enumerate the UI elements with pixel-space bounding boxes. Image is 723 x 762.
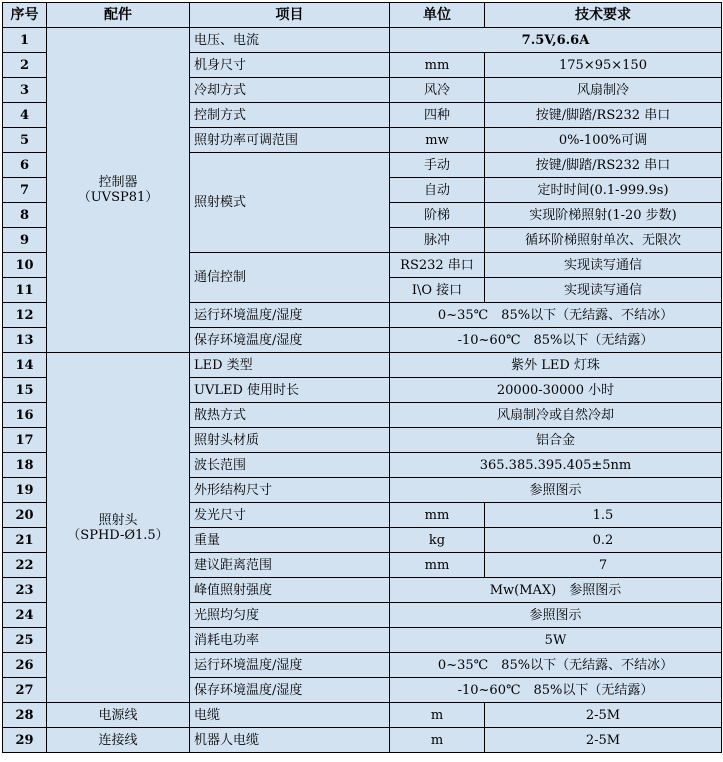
row-item: 保存环境温度/湿度 <box>190 678 390 703</box>
header-unit: 单位 <box>390 3 485 28</box>
row-unit: 脉冲 <box>390 228 485 253</box>
row-no: 12 <box>3 303 47 328</box>
row-item: 机身尺寸 <box>190 53 390 78</box>
row-item: 照射功率可调范围 <box>190 128 390 153</box>
header-row <box>3 3 722 28</box>
row-unit: mm <box>390 53 485 78</box>
row-req: 实现阶梯照射(1-20 步数) <box>485 203 722 228</box>
row-item: 散热方式 <box>190 403 390 428</box>
row-req: -10~60℃ 85%以下（无结露） <box>390 328 722 353</box>
row-no: 21 <box>3 528 47 553</box>
row-req: 0~35℃ 85%以下（无结露、不结冰） <box>390 653 722 678</box>
row-no: 29 <box>3 728 47 753</box>
row-item: 机器人电缆 <box>190 728 390 753</box>
row-item: 控制方式 <box>190 103 390 128</box>
row-item: UVLED 使用时长 <box>190 378 390 403</box>
row-unit: 自动 <box>390 178 485 203</box>
header-no: 序号 <box>3 3 47 28</box>
table-row <box>3 728 722 753</box>
row-item: LED 类型 <box>190 353 390 378</box>
row-req: 铝合金 <box>390 428 722 453</box>
part-head <box>47 353 190 703</box>
part-head-name: 照射头 <box>98 512 138 528</box>
row-no: 16 <box>3 403 47 428</box>
row-no: 4 <box>3 103 47 128</box>
row-item: 光照均匀度 <box>190 603 390 628</box>
row-unit: 阶梯 <box>390 203 485 228</box>
row-no: 22 <box>3 553 47 578</box>
header-req: 技术要求 <box>485 3 722 28</box>
row-req: 参照图示 <box>390 603 722 628</box>
row-req: 实现读写通信 <box>485 253 722 278</box>
row-no: 5 <box>3 128 47 153</box>
row-req: 0.2 <box>485 528 722 553</box>
row-req: 风扇制冷或自然冷却 <box>390 403 722 428</box>
row-item: 通信控制 <box>190 253 390 303</box>
row-req: 按键/脚踏/RS232 串口 <box>485 153 722 178</box>
row-req: 2-5M <box>485 703 722 728</box>
part-head-model: （SPHD-Ø1.5） <box>67 527 169 543</box>
row-req: 365.385.395.405±5nm <box>390 453 722 478</box>
row-req: 5W <box>390 628 722 653</box>
row-item: 冷却方式 <box>190 78 390 103</box>
part-controller <box>47 28 190 353</box>
row-unit: 手动 <box>390 153 485 178</box>
row-unit: m <box>390 703 485 728</box>
row-item: 运行环境温度/湿度 <box>190 653 390 678</box>
row-req: Mw(MAX) 参照图示 <box>390 578 722 603</box>
row-no: 6 <box>3 153 47 178</box>
row-req: 实现读写通信 <box>485 278 722 303</box>
row-unit: 风冷 <box>390 78 485 103</box>
row-no: 18 <box>3 453 47 478</box>
row-no: 8 <box>3 203 47 228</box>
row-unit: RS232 串口 <box>390 253 485 278</box>
part-controller-name: 控制器 <box>98 175 138 190</box>
row-no: 13 <box>3 328 47 353</box>
row-req: 2-5M <box>485 728 722 753</box>
row-unit: m <box>390 728 485 753</box>
spec-table <box>2 2 722 753</box>
row-unit: 四种 <box>390 103 485 128</box>
row-item: 保存环境温度/湿度 <box>190 328 390 353</box>
row-item: 电缆 <box>190 703 390 728</box>
row-no: 10 <box>3 253 47 278</box>
row-unit: kg <box>390 528 485 553</box>
part-power-cable: 电源线 <box>47 703 190 728</box>
table-row <box>3 28 722 53</box>
row-no: 9 <box>3 228 47 253</box>
row-req: 175×95×150 <box>485 53 722 78</box>
row-no: 7 <box>3 178 47 203</box>
table-row <box>3 703 722 728</box>
row-no: 25 <box>3 628 47 653</box>
row-item: 消耗电功率 <box>190 628 390 653</box>
row-no: 27 <box>3 678 47 703</box>
row-req: 定时时间(0.1-999.9s) <box>485 178 722 203</box>
row-no: 26 <box>3 653 47 678</box>
row-req: 风扇制冷 <box>485 78 722 103</box>
row-req: 7 <box>485 553 722 578</box>
row-item: 外形结构尺寸 <box>190 478 390 503</box>
row-req: 1.5 <box>485 503 722 528</box>
row-no: 23 <box>3 578 47 603</box>
row-req: 参照图示 <box>390 478 722 503</box>
row-unit: mw <box>390 128 485 153</box>
row-unit: mm <box>390 503 485 528</box>
part-controller-model: （UVSP81） <box>77 190 159 205</box>
row-item: 建议距离范围 <box>190 553 390 578</box>
row-req: -10~60℃ 85%以下（无结露） <box>390 678 722 703</box>
row-item: 发光尺寸 <box>190 503 390 528</box>
row-no: 20 <box>3 503 47 528</box>
row-req: 20000-30000 小时 <box>390 378 722 403</box>
row-no: 19 <box>3 478 47 503</box>
row-unit: I\O 接口 <box>390 278 485 303</box>
row-no: 2 <box>3 53 47 78</box>
row-item: 运行环境温度/湿度 <box>190 303 390 328</box>
row-req: 0~35℃ 85%以下（无结露、不结冰） <box>390 303 722 328</box>
row-item: 重量 <box>190 528 390 553</box>
header-item: 项目 <box>190 3 390 28</box>
row-req: 0%-100%可调 <box>485 128 722 153</box>
row-req: 7.5V,6.6A <box>390 28 722 53</box>
row-no: 11 <box>3 278 47 303</box>
row-item: 电压、电流 <box>190 28 390 53</box>
row-no: 28 <box>3 703 47 728</box>
row-req: 循环阶梯照射单次、无限次 <box>485 228 722 253</box>
row-item: 照射模式 <box>190 153 390 253</box>
row-no: 1 <box>3 28 47 53</box>
row-item: 波长范围 <box>190 453 390 478</box>
table-row <box>3 353 722 378</box>
row-no: 17 <box>3 428 47 453</box>
part-link-cable: 连接线 <box>47 728 190 753</box>
header-part: 配件 <box>47 3 190 28</box>
row-item: 峰值照射强度 <box>190 578 390 603</box>
row-no: 15 <box>3 378 47 403</box>
row-item: 照射头材质 <box>190 428 390 453</box>
row-no: 14 <box>3 353 47 378</box>
row-no: 24 <box>3 603 47 628</box>
row-no: 3 <box>3 78 47 103</box>
row-req: 紫外 LED 灯珠 <box>390 353 722 378</box>
row-req: 按键/脚踏/RS232 串口 <box>485 103 722 128</box>
row-unit: mm <box>390 553 485 578</box>
